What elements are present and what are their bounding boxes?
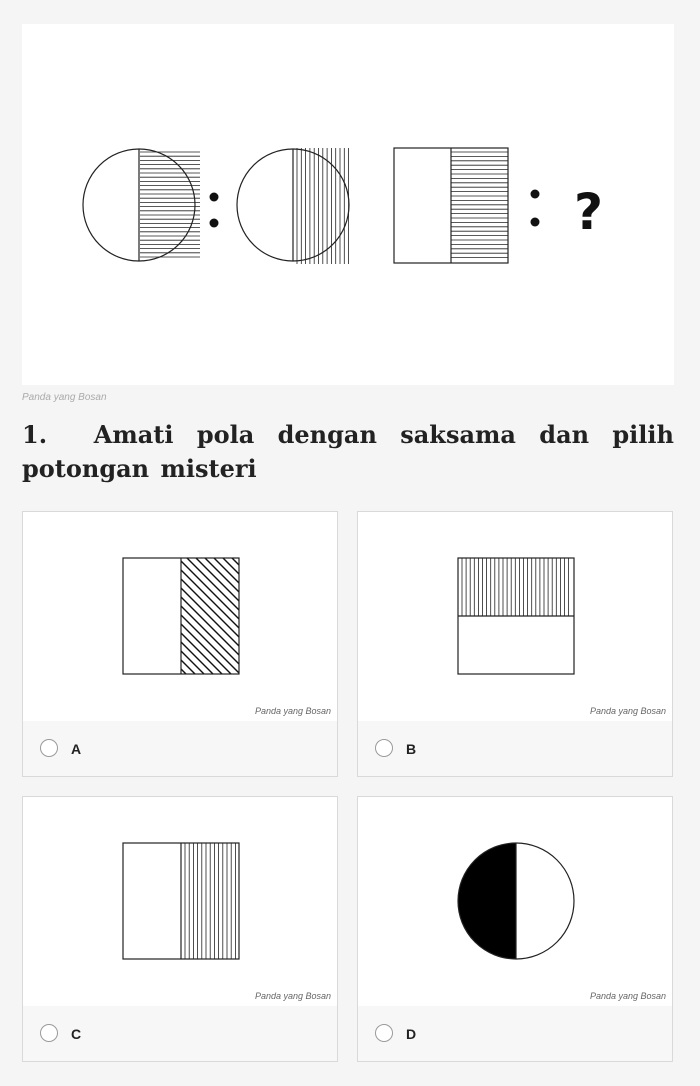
option-label-row[interactable] [358,1006,672,1061]
option-label-row[interactable] [23,721,337,776]
option-credit: Panda yang Bosan [254,991,331,1001]
question-mark: ? [574,183,604,241]
image-credit: Panda yang Bosan [22,392,107,403]
radio-button-b[interactable] [375,739,393,757]
option-letter-b: B [406,741,417,757]
option-card-a[interactable] [22,511,338,777]
option-letter-c: C [71,1026,82,1042]
option-credit: Panda yang Bosan [254,706,331,716]
radio-button-d[interactable] [375,1024,393,1042]
option-letter-a: A [71,741,82,757]
circle-vertical-lines-figure [237,148,349,264]
option-label-row[interactable] [358,721,672,776]
question-text: Amati pola dengan saksama dan pilih potongan misteri [22,420,674,483]
colon-dot [210,219,219,228]
question-image [22,24,674,385]
option-card-b[interactable] [357,511,673,777]
option-credit: Panda yang Bosan [589,706,666,716]
question-title [22,418,674,486]
colon-dot [531,218,540,227]
option-card-c[interactable] [22,796,338,1062]
square-horizontal-lines-figure [394,148,508,263]
option-image-c [23,797,337,1005]
colon-dot [210,193,219,202]
option-letter-d: D [406,1026,417,1042]
option-label-row[interactable] [23,1006,337,1061]
radio-button-c[interactable] [40,1024,58,1042]
circle-horizontal-lines-figure [83,149,200,261]
option-image-d [358,797,672,1005]
radio-button-a[interactable] [40,739,58,757]
option-credit: Panda yang Bosan [589,991,666,1001]
option-card-d[interactable] [357,796,673,1062]
option-image-a [23,512,337,720]
option-image-b [358,512,672,720]
question-number: 1. [22,420,48,449]
colon-dot [531,190,540,199]
